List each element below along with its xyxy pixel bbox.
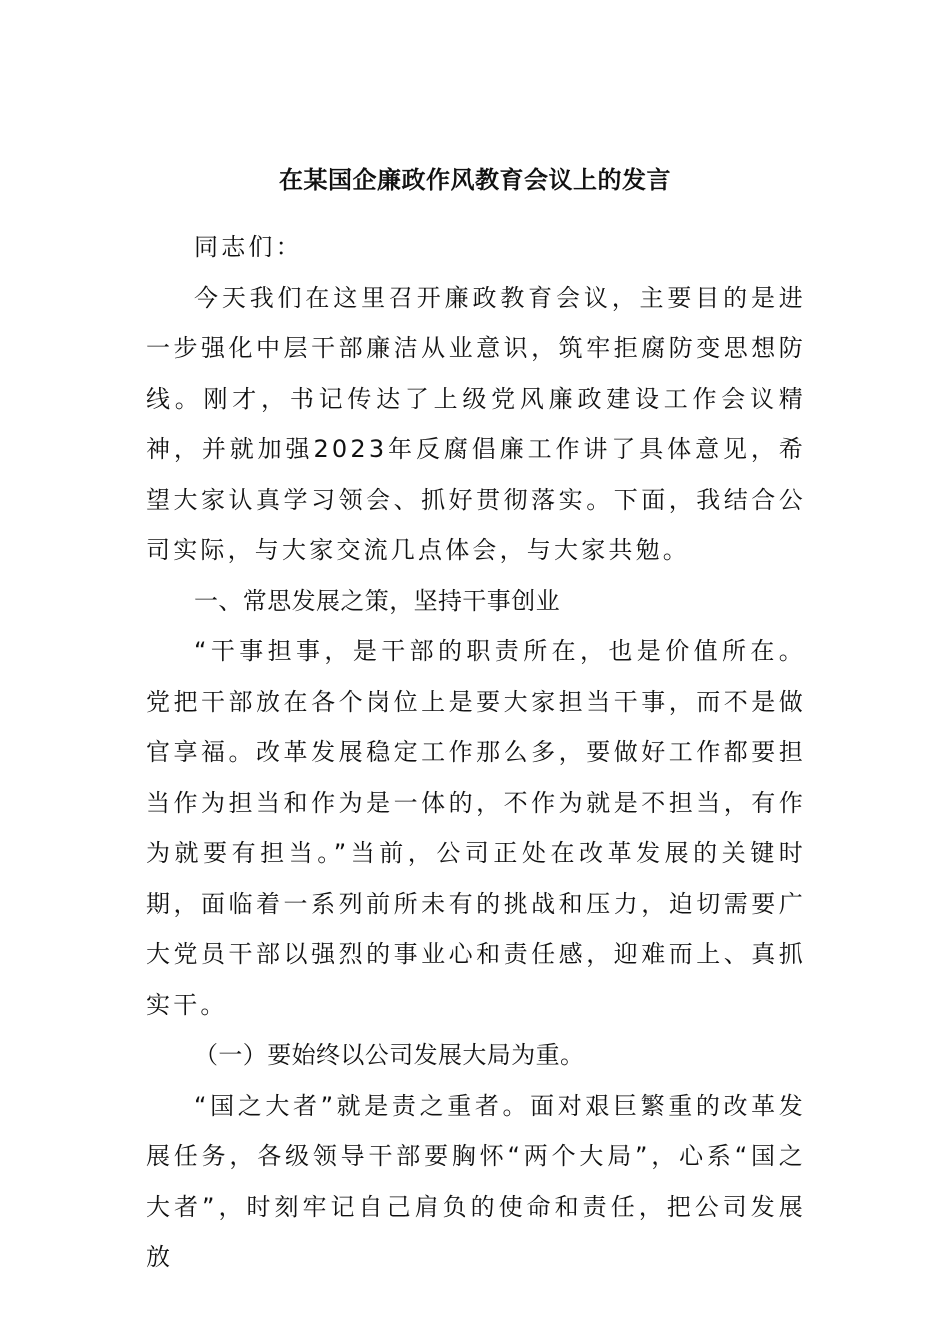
- document-title: 在某国企廉政作风教育会议上的发言: [279, 165, 671, 194]
- section-heading: 一、常思发展之策，坚持干事创业: [194, 586, 560, 615]
- subsection-paragraph: “国之大者”就是责之重者。面对艰巨繁重的改革发展任务，各级领导干部要胸怀“两个大局”，心系“国之大者”，时刻牢记自己肩负的使命和责任，把公司发展放: [146, 1091, 806, 1271]
- subsection-heading: （一）要始终以公司发展大局为重。: [194, 1041, 585, 1069]
- document-body: [146, 222, 806, 1283]
- section-paragraph: “干事担事，是干部的职责所在，也是价值所在。党把干部放在各个岗位上是要大家担当干事，而不是做官享福。改革发展稳定工作那么多，要做好工作都要担当作为担当和作为是一体的，不作为就是不担当，有作为就要有担当。”当前，公司正处在改革发展的关键时期，面临着一系列前所未有的挑战和压力，迫切需要广大党员干部以强烈的事业心和责任感，迎难而上、真抓实干。: [146, 637, 806, 1019]
- intro-paragraph: 今天我们在这里召开廉政教育会议，主要目的是进一步强化中层干部廉洁从业意识，筑牢拒腐防变思想防线。刚才，书记传达了上级党风廉政建设工作会议精神，并就加强2023年反腐倡廉工作讲了具体意见，希望大家认真学习领会、抓好贯彻落实。下面，我结合公司实际，与大家交流几点体会，与大家共勉。: [146, 283, 806, 564]
- salutation-paragraph: 同志们：: [194, 233, 303, 261]
